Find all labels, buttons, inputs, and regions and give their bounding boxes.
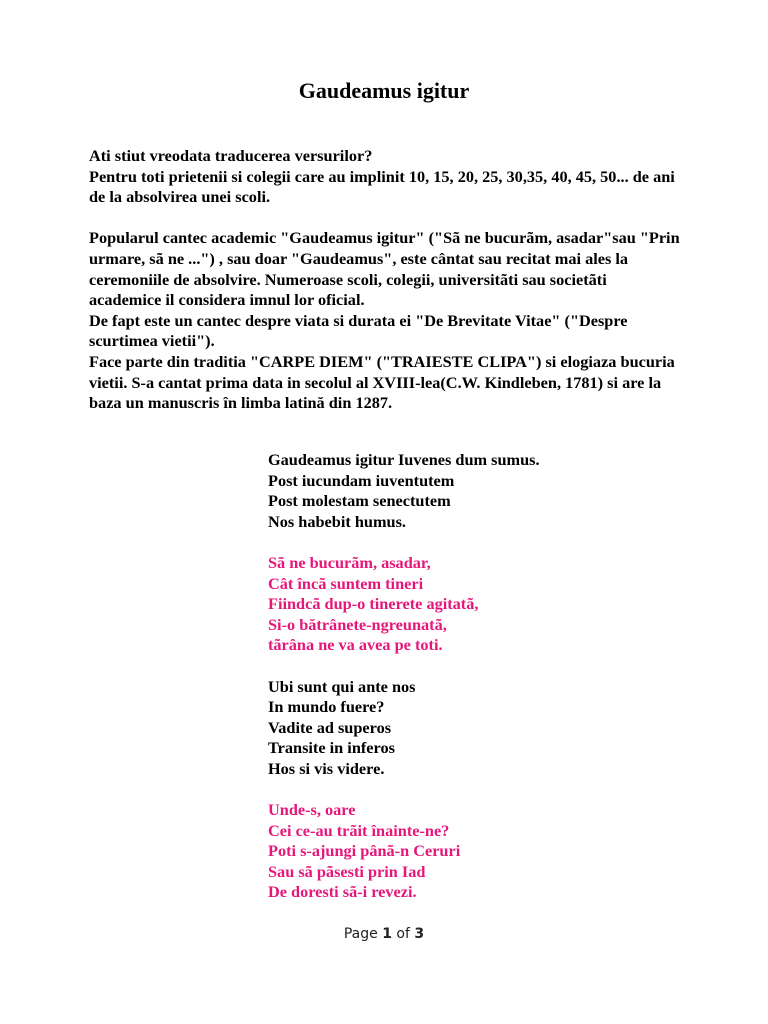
intro-line: Ati stiut vreodata traducerea versurilor? — [89, 146, 373, 165]
latin-stanza — [268, 450, 708, 532]
intro-paragraphs — [89, 146, 749, 414]
verse-line: Unde-s, oare — [268, 800, 356, 820]
verse-line: Vadite ad superos — [268, 717, 392, 737]
poem — [268, 450, 708, 924]
paragraph-spacer — [89, 208, 749, 229]
verse-line: Si-o bătrânete-ngreunatã, — [268, 614, 447, 634]
intro-line: Face parte din traditia "CARPE DIEM" ("TRAIESTE CLIPA") si elogiaza bucuria — [89, 351, 675, 371]
intro-line: baza un manuscris în limba latină din 1287. — [89, 393, 393, 413]
intro-line: De fapt este un cantec despre viata si durata ei "De Brevitate Vitae" ("Despre — [89, 310, 628, 330]
intro-line: scurtimea vietii"). — [89, 331, 215, 351]
verse-line: Fiindcã dup-o tinerete agitatã, — [268, 594, 479, 614]
verse-line: Post iucundam iuventutem — [268, 470, 455, 490]
verse-line: Post molestam senectutem — [268, 491, 451, 511]
of-word: of — [396, 926, 410, 942]
intro-line: academice il considera imnul lor oficial. — [89, 290, 365, 310]
verse-line: Transite in inferos — [268, 738, 395, 758]
verse-line: Nos habebit humus. — [268, 511, 406, 531]
verse-line: Sã ne bucurãm, asadar, — [268, 552, 431, 572]
romanian-translation-stanza — [268, 553, 708, 656]
verse-line: Ubi sunt qui ante nos — [268, 676, 416, 696]
verse-line: tãrâna ne va avea pe toti. — [268, 635, 443, 655]
intro-line: ceremoniile de absolvire. Numeroase scoli, colegii, universitãti sau societãti — [89, 269, 607, 289]
verse-line: In mundo fuere? — [268, 697, 385, 717]
verse-line: Sau sã pãsesti prin Iad — [268, 861, 426, 881]
document-title: Gaudeamus igitur — [298, 78, 470, 103]
total-pages-number: 3 — [414, 926, 425, 942]
intro-line: urmare, sã ne ...") , sau doar "Gaudeamus", este cântat sau recitat mai ales la — [89, 248, 629, 268]
verse-line: Poti s-ajungi pânã-n Ceruri — [268, 841, 461, 861]
intro-line: Pentru toti prietenii si colegii care au implinit 10, 15, 20, 25, 30,35, 40, 45, 50... de ani — [89, 166, 675, 186]
latin-stanza — [268, 677, 708, 780]
verse-line: Gaudeamus igitur Iuvenes dum sumus. — [268, 450, 540, 469]
current-page-number: 1 — [382, 926, 392, 942]
verse-line: De doresti sã-i revezi. — [268, 882, 417, 902]
page-word: Page — [343, 926, 378, 942]
intro-line: Popularul cantec academic "Gaudeamus igitur" ("Sã ne bucurãm, asadar"sau "Prin — [89, 228, 680, 248]
verse-line: Cât încã suntem tineri — [268, 573, 424, 593]
verse-line: Cei ce-au trãit înainte-ne? — [268, 820, 450, 840]
intro-line: de la absolvirea unei scoli. — [89, 187, 271, 207]
page-indicator — [0, 926, 768, 942]
verse-line: Hos si vis videre. — [268, 758, 385, 778]
romanian-translation-stanza — [268, 800, 708, 903]
intro-line: vietii. S-a cantat prima data in secolul al XVIII-lea(C.W. Kindleben, 1781) si are la — [89, 372, 662, 392]
